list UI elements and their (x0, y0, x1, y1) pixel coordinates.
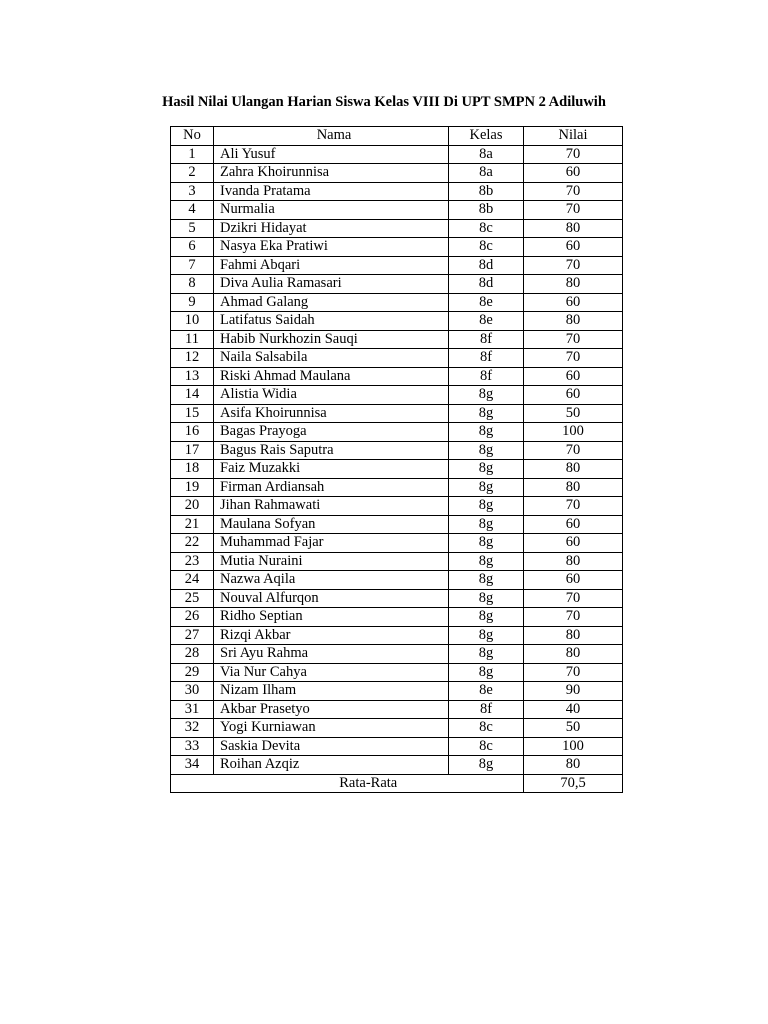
cell-class: 8b (449, 182, 524, 201)
cell-class: 8g (449, 626, 524, 645)
table-row (171, 515, 623, 534)
table-row (171, 164, 623, 183)
table-row (171, 330, 623, 349)
cell-no: 11 (171, 330, 214, 349)
cell-class: 8g (449, 645, 524, 664)
cell-name: Muhammad Fajar (214, 534, 449, 553)
cell-class: 8a (449, 145, 524, 164)
cell-score: 70 (524, 349, 623, 368)
average-row (171, 774, 623, 793)
cell-score: 80 (524, 756, 623, 775)
cell-class: 8g (449, 515, 524, 534)
cell-score: 80 (524, 275, 623, 294)
cell-no: 9 (171, 293, 214, 312)
cell-class: 8d (449, 256, 524, 275)
cell-score: 70 (524, 145, 623, 164)
cell-score: 70 (524, 441, 623, 460)
table-row (171, 663, 623, 682)
cell-name: Riski Ahmad Maulana (214, 367, 449, 386)
average-left-blank (171, 774, 214, 793)
table-row (171, 571, 623, 590)
cell-class: 8g (449, 441, 524, 460)
table-row (171, 478, 623, 497)
cell-no: 13 (171, 367, 214, 386)
cell-no: 19 (171, 478, 214, 497)
cell-score: 70 (524, 589, 623, 608)
cell-class: 8f (449, 330, 524, 349)
cell-score: 100 (524, 737, 623, 756)
cell-name: Maulana Sofyan (214, 515, 449, 534)
cell-class: 8g (449, 386, 524, 405)
cell-class: 8g (449, 756, 524, 775)
table-row (171, 256, 623, 275)
cell-name: Dzikri Hidayat (214, 219, 449, 238)
cell-no: 27 (171, 626, 214, 645)
cell-score: 60 (524, 293, 623, 312)
cell-name: Ali Yusuf (214, 145, 449, 164)
cell-class: 8f (449, 367, 524, 386)
cell-name: Mutia Nuraini (214, 552, 449, 571)
cell-name: Latifatus Saidah (214, 312, 449, 331)
cell-class: 8d (449, 275, 524, 294)
cell-no: 33 (171, 737, 214, 756)
cell-no: 4 (171, 201, 214, 220)
cell-class: 8g (449, 404, 524, 423)
cell-score: 40 (524, 700, 623, 719)
cell-name: Diva Aulia Ramasari (214, 275, 449, 294)
cell-name: Fahmi Abqari (214, 256, 449, 275)
cell-name: Ridho Septian (214, 608, 449, 627)
cell-no: 16 (171, 423, 214, 442)
cell-score: 80 (524, 460, 623, 479)
cell-score: 60 (524, 515, 623, 534)
cell-class: 8g (449, 460, 524, 479)
cell-name: Nasya Eka Pratiwi (214, 238, 449, 257)
table-row (171, 423, 623, 442)
cell-no: 5 (171, 219, 214, 238)
cell-name: Nurmalia (214, 201, 449, 220)
cell-no: 18 (171, 460, 214, 479)
cell-name: Faiz Muzakki (214, 460, 449, 479)
cell-class: 8g (449, 552, 524, 571)
header-row (171, 127, 623, 146)
cell-class: 8g (449, 497, 524, 516)
cell-score: 80 (524, 219, 623, 238)
cell-name: Nizam Ilham (214, 682, 449, 701)
table-row (171, 293, 623, 312)
cell-class: 8g (449, 608, 524, 627)
cell-no: 28 (171, 645, 214, 664)
table-row (171, 386, 623, 405)
average-value: 70,5 (524, 774, 623, 793)
table-row (171, 349, 623, 368)
table-header (171, 127, 623, 146)
cell-no: 6 (171, 238, 214, 257)
cell-no: 17 (171, 441, 214, 460)
cell-no: 21 (171, 515, 214, 534)
cell-score: 80 (524, 626, 623, 645)
table-row (171, 534, 623, 553)
cell-no: 26 (171, 608, 214, 627)
cell-name: Akbar Prasetyo (214, 700, 449, 719)
cell-name: Ahmad Galang (214, 293, 449, 312)
table-row (171, 275, 623, 294)
cell-no: 22 (171, 534, 214, 553)
table-row (171, 737, 623, 756)
cell-class: 8e (449, 293, 524, 312)
cell-score: 90 (524, 682, 623, 701)
cell-name: Rizqi Akbar (214, 626, 449, 645)
cell-class: 8c (449, 219, 524, 238)
cell-name: Nazwa Aqila (214, 571, 449, 590)
cell-no: 3 (171, 182, 214, 201)
cell-name: Ivanda Pratama (214, 182, 449, 201)
table-row (171, 312, 623, 331)
cell-name: Roihan Azqiz (214, 756, 449, 775)
cell-no: 8 (171, 275, 214, 294)
cell-score: 80 (524, 478, 623, 497)
header-score: Nilai (524, 127, 623, 146)
cell-score: 70 (524, 663, 623, 682)
cell-score: 70 (524, 497, 623, 516)
cell-class: 8e (449, 682, 524, 701)
cell-score: 80 (524, 645, 623, 664)
cell-no: 32 (171, 719, 214, 738)
cell-score: 70 (524, 330, 623, 349)
cell-no: 20 (171, 497, 214, 516)
cell-class: 8f (449, 349, 524, 368)
cell-score: 60 (524, 367, 623, 386)
cell-class: 8g (449, 423, 524, 442)
cell-class: 8c (449, 719, 524, 738)
cell-class: 8g (449, 478, 524, 497)
table-row (171, 589, 623, 608)
cell-no: 29 (171, 663, 214, 682)
cell-name: Asifa Khoirunnisa (214, 404, 449, 423)
cell-name: Bagus Rais Saputra (214, 441, 449, 460)
header-class: Kelas (449, 127, 524, 146)
cell-no: 25 (171, 589, 214, 608)
cell-name: Naila Salsabila (214, 349, 449, 368)
cell-name: Sri Ayu Rahma (214, 645, 449, 664)
cell-name: Via Nur Cahya (214, 663, 449, 682)
table-row (171, 645, 623, 664)
cell-class: 8g (449, 663, 524, 682)
cell-no: 1 (171, 145, 214, 164)
table-row (171, 367, 623, 386)
table-body (171, 145, 623, 774)
cell-no: 30 (171, 682, 214, 701)
table-row (171, 460, 623, 479)
cell-name: Bagas Prayoga (214, 423, 449, 442)
cell-score: 60 (524, 238, 623, 257)
cell-no: 10 (171, 312, 214, 331)
cell-class: 8g (449, 589, 524, 608)
table-row (171, 719, 623, 738)
table-row (171, 219, 623, 238)
cell-score: 70 (524, 256, 623, 275)
cell-class: 8f (449, 700, 524, 719)
cell-score: 80 (524, 312, 623, 331)
table-row (171, 201, 623, 220)
cell-class: 8c (449, 238, 524, 257)
cell-score: 50 (524, 404, 623, 423)
cell-class: 8b (449, 201, 524, 220)
table-footer (171, 774, 623, 793)
cell-name: Zahra Khoirunnisa (214, 164, 449, 183)
cell-name: Alistia Widia (214, 386, 449, 405)
cell-class: 8a (449, 164, 524, 183)
cell-name: Yogi Kurniawan (214, 719, 449, 738)
cell-score: 60 (524, 164, 623, 183)
cell-name: Nouval Alfurqon (214, 589, 449, 608)
cell-class: 8e (449, 312, 524, 331)
table-row (171, 145, 623, 164)
cell-score: 60 (524, 386, 623, 405)
cell-score: 100 (524, 423, 623, 442)
average-label: Rata-Rata (214, 774, 524, 793)
table-row (171, 238, 623, 257)
table-row (171, 552, 623, 571)
cell-no: 2 (171, 164, 214, 183)
cell-name: Habib Nurkhozin Sauqi (214, 330, 449, 349)
table-row (171, 700, 623, 719)
table-row (171, 441, 623, 460)
cell-name: Firman Ardiansah (214, 478, 449, 497)
table-row (171, 182, 623, 201)
cell-score: 60 (524, 571, 623, 590)
cell-no: 23 (171, 552, 214, 571)
cell-no: 31 (171, 700, 214, 719)
cell-name: Jihan Rahmawati (214, 497, 449, 516)
cell-name: Saskia Devita (214, 737, 449, 756)
cell-class: 8g (449, 571, 524, 590)
cell-no: 7 (171, 256, 214, 275)
cell-score: 70 (524, 182, 623, 201)
table-row (171, 497, 623, 516)
page-title: Hasil Nilai Ulangan Harian Siswa Kelas VIII Di UPT SMPN 2 Adiluwih (162, 94, 606, 110)
table-row (171, 608, 623, 627)
header-name: Nama (214, 127, 449, 146)
cell-score: 50 (524, 719, 623, 738)
cell-no: 15 (171, 404, 214, 423)
cell-no: 34 (171, 756, 214, 775)
cell-score: 80 (524, 552, 623, 571)
cell-no: 12 (171, 349, 214, 368)
cell-score: 70 (524, 608, 623, 627)
cell-class: 8c (449, 737, 524, 756)
scores-table (170, 126, 623, 793)
cell-class: 8g (449, 534, 524, 553)
table-row (171, 626, 623, 645)
cell-no: 24 (171, 571, 214, 590)
table-row (171, 404, 623, 423)
table-row (171, 756, 623, 775)
cell-score: 60 (524, 534, 623, 553)
cell-score: 70 (524, 201, 623, 220)
cell-no: 14 (171, 386, 214, 405)
table-row (171, 682, 623, 701)
header-no: No (171, 127, 214, 146)
